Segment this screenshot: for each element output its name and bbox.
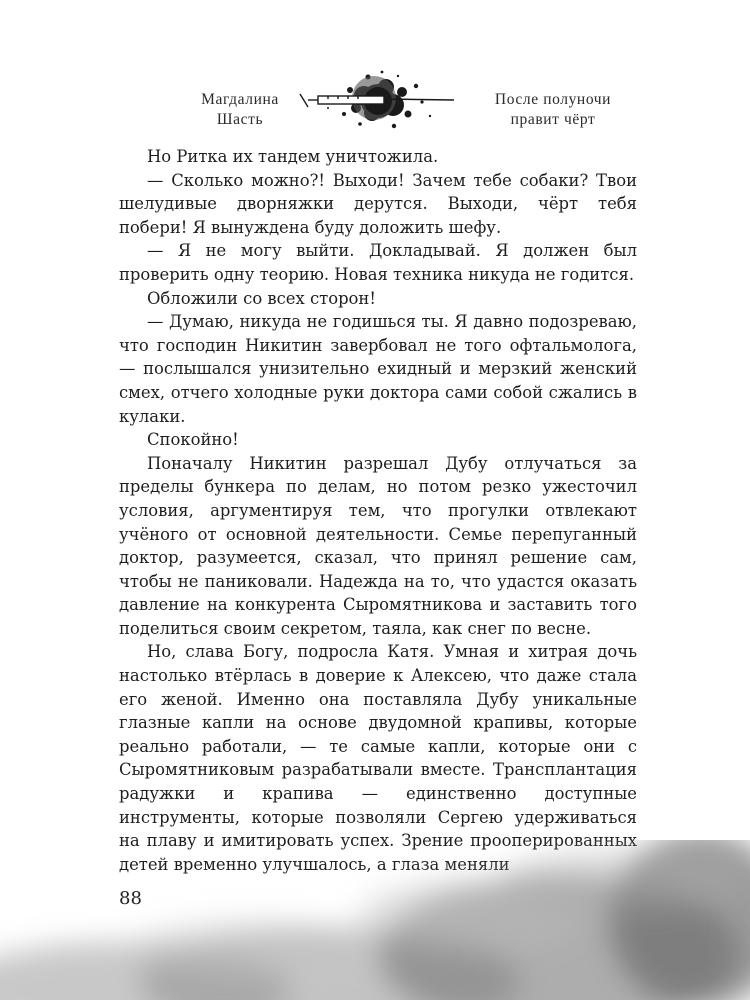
author-line-2: Шасть [216, 111, 264, 128]
running-header-title [458, 90, 648, 130]
paragraph: Поначалу Никитин разрешал Дубу отлучаться за пределы бункера по делам, но потом резко ужесточил условия, аргументируя тем, что прогулки отвлекают учёного от основной деятельности. Семье перепуганный доктор, разумеется, сказал, что принял решение сам, чтобы не паниковали. Надежда на то, что удастся оказать давление на конкурента Сыромятникова и заставить того поделиться своим секретом, таяла, как снег по весне. [119, 453, 637, 638]
paragraph: Но Ритка их тандем уничтожила. [147, 147, 439, 166]
smoke-cloud-icon [0, 840, 750, 1000]
title-line-2: правит чёрт [510, 111, 596, 128]
paragraph: — Сколько можно?! Выходи! Зачем тебе собаки? Твои шелудивые дворняжки дерутся. Выходи, чёрт тебя побери! Я вынуждена буду доложить шефу. [119, 170, 637, 237]
page-number: 88 [119, 888, 142, 909]
paragraph: — Я не могу выйти. Докладывай. Я должен был проверить одну теорию. Новая техника никуда не годится. [119, 241, 637, 284]
paragraph: Спокойно! [147, 430, 239, 450]
page-body [119, 145, 637, 876]
title-line-1: После полуночи [494, 91, 612, 108]
author-line-1: Магдалина [201, 91, 279, 108]
syringe-ink-splash-icon [298, 68, 458, 134]
paragraph: — Думаю, никуда не годишься ты. Я давно подозреваю, что господин Никитин завербовал не того офтальмолога, — послышался унизительно ехидный и мерзкий женский смех, отчего холодные руки доктора сами собой сжались в кулаки. [119, 312, 637, 426]
paragraph: Обложили со всех сторон! [147, 288, 376, 308]
paragraph: Но, слава Богу, подросла Катя. Умная и хитрая дочь настолько втёрлась в доверие к Алексею, что даже стала его женой. Именно она поставляла Дубу уникальные глазные капли на основе двудомной крапивы, которые реально работали, — те самые капли, которые они с Сыромятниковым разрабатывали вместе. Трансплантация радужки и крапива — единственно доступные инструменты, которые позволяли Сергею удерживаться на плаву и имитировать успех. Зрение прооперированных детей временно улучшалось, а глаза меняли [119, 642, 637, 874]
